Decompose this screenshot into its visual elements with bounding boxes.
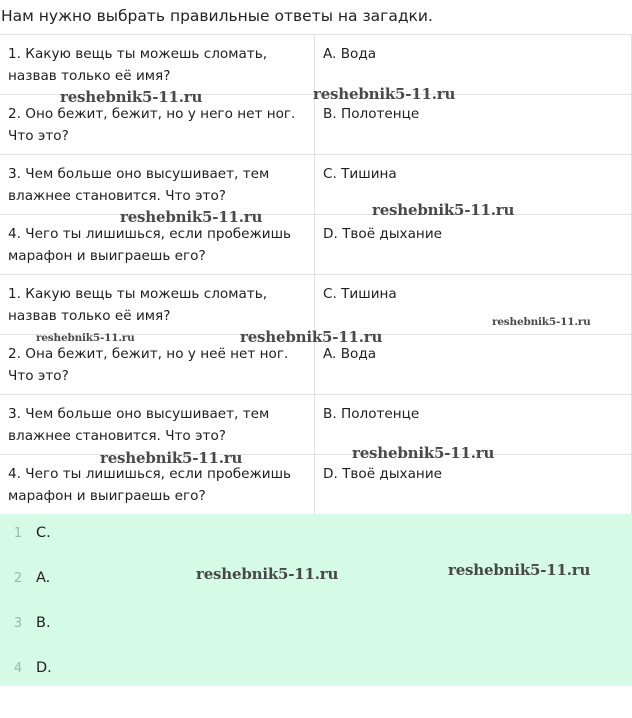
riddle-answer: C. Тишина	[315, 155, 632, 214]
riddle-answer: A. Вода	[315, 35, 632, 94]
watermark: reshebnik5-11.ru	[36, 332, 135, 344]
riddle-answer: D. Твоё дыхание	[315, 215, 632, 274]
riddle-question: 3. Чем больше оно высушивает, тем влажнее становится. Что это?	[0, 155, 315, 214]
riddle-answer: B. Полотенце	[315, 95, 632, 154]
watermark: reshebnik5-11.ru	[492, 316, 591, 328]
answer-value: B.	[36, 615, 51, 631]
riddle-question: 1. Какую вещь ты можешь сломать, назвав только её имя?	[0, 275, 315, 334]
answer-value: A.	[36, 570, 51, 586]
table-row	[0, 155, 632, 215]
answer-item	[0, 521, 51, 545]
riddle-question: 2. Оно бежит, бежит, но у него нет ног. Что это?	[0, 95, 315, 154]
table-row	[0, 395, 632, 455]
watermark: reshebnik5-11.ru	[448, 561, 591, 579]
watermark: reshebnik5-11.ru	[352, 444, 495, 462]
riddle-question: 4. Чего ты лишишься, если пробежишь марафон и выиграешь его?	[0, 215, 315, 274]
watermark: reshebnik5-11.ru	[313, 85, 456, 103]
watermark: reshebnik5-11.ru	[196, 565, 339, 583]
table-row	[0, 455, 632, 515]
page-heading: Нам нужно выбрать правильные ответы на загадки.	[1, 7, 433, 25]
watermark: reshebnik5-11.ru	[120, 208, 263, 226]
riddle-answer: D. Твоё дыхание	[315, 455, 632, 514]
answer-item	[0, 611, 51, 635]
riddle-answer: C. Тишина	[315, 275, 632, 334]
riddle-question: 2. Она бежит, бежит, но у неё нет ног. Что это?	[0, 335, 315, 394]
answer-item	[0, 656, 52, 680]
riddle-answer: A. Вода	[315, 335, 632, 394]
watermark: reshebnik5-11.ru	[60, 88, 203, 106]
answer-item	[0, 566, 50, 590]
riddle-question: 3. Чем больше оно высушивает, тем влажнее становится. Что это?	[0, 395, 315, 454]
answer-number: 4	[13, 660, 23, 676]
riddle-question: 4. Чего ты лишишься, если пробежишь марафон и выиграешь его?	[0, 455, 315, 514]
answer-number: 1	[13, 525, 23, 541]
watermark: reshebnik5-11.ru	[372, 201, 515, 219]
riddle-question: 1. Какую вещь ты можешь сломать, назвав только её имя?	[0, 35, 315, 94]
answer-number: 3	[13, 615, 23, 631]
riddle-answer: B. Полотенце	[315, 395, 632, 454]
table-row	[0, 215, 632, 275]
answer-value: D.	[36, 660, 52, 676]
riddle-table	[0, 34, 632, 515]
watermark: reshebnik5-11.ru	[100, 449, 243, 467]
answer-number: 2	[13, 570, 23, 586]
answer-value: C.	[36, 525, 51, 541]
answer-list	[0, 514, 632, 686]
watermark: reshebnik5-11.ru	[240, 328, 383, 346]
